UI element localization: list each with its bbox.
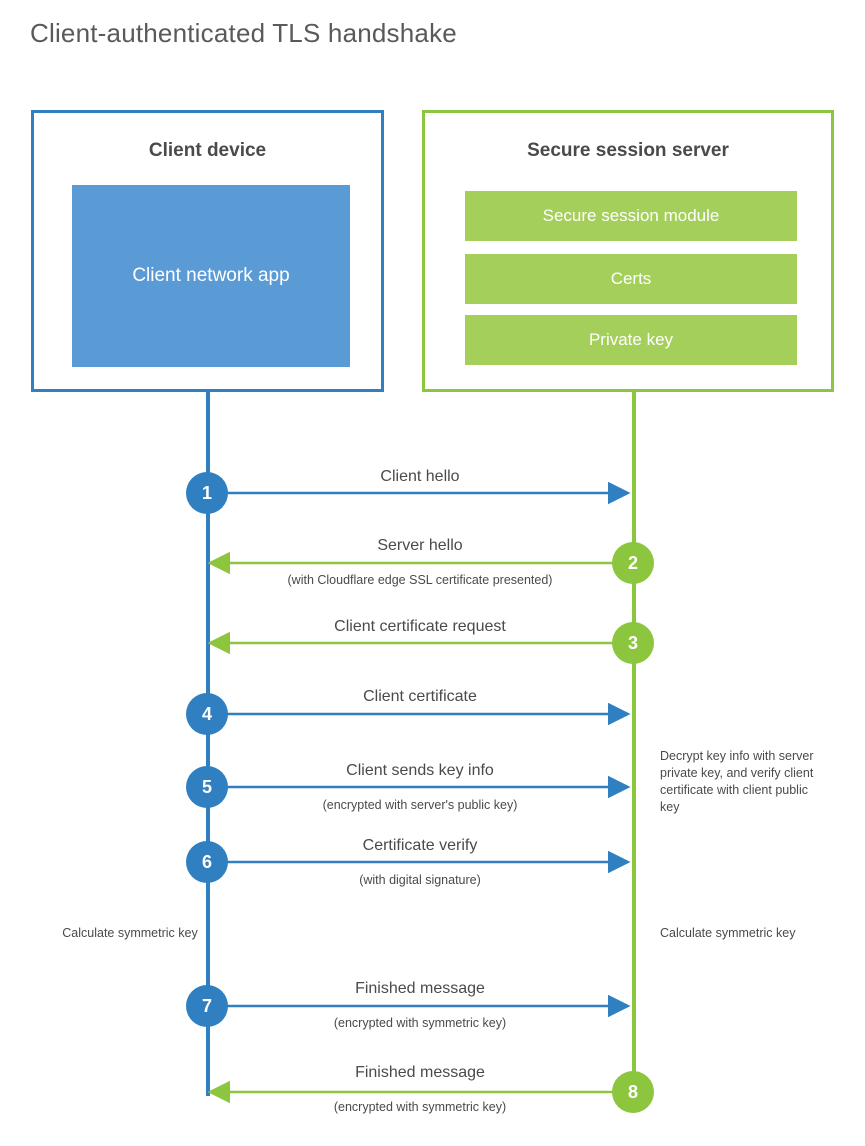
step-sub-5: (encrypted with server's public key)	[322, 798, 518, 812]
secure-session-server-title: Secure session server	[527, 140, 729, 161]
step-sub-6: (with digital signature)	[359, 873, 481, 887]
page-title: Client-authenticated TLS handshake	[30, 18, 457, 48]
step-sub-2: (with Cloudflare edge SSL certificate presented)	[287, 573, 553, 587]
step-badge-7: 7	[186, 985, 228, 1027]
step-badge-8: 8	[612, 1071, 654, 1113]
note-server-calculate: Calculate symmetric key	[660, 926, 796, 940]
client-device-panel	[31, 110, 384, 392]
step-badge-2: 2	[612, 542, 654, 584]
step-badge-3: 3	[612, 622, 654, 664]
step-label-7: Finished message	[355, 980, 485, 997]
client-device-title: Client device	[148, 140, 267, 161]
step-sub-7: (encrypted with symmetric key)	[333, 1016, 507, 1030]
step-label-2: Server hello	[377, 537, 463, 554]
step-label-8: Finished message	[355, 1064, 485, 1081]
note-server-decrypt: Decrypt key info with server private key, and verify client certificate with client public key	[660, 749, 814, 814]
server-component-box: Certs	[465, 254, 797, 304]
step-badge-6: 6	[186, 841, 228, 883]
client-network-app-box: Client network app	[72, 185, 350, 367]
server-lifeline	[632, 392, 636, 1096]
step-label-3: Client certificate request	[334, 618, 506, 635]
step-badge-1: 1	[186, 472, 228, 514]
step-label-6: Certificate verify	[362, 837, 478, 854]
step-badge-5: 5	[186, 766, 228, 808]
step-label-1: Client hello	[380, 468, 460, 485]
server-component-box: Secure session module	[465, 191, 797, 241]
step-sub-8: (encrypted with symmetric key)	[333, 1100, 507, 1114]
step-label-5: Client sends key info	[346, 762, 494, 779]
server-component-box: Private key	[465, 315, 797, 365]
note-client-calculate: Calculate symmetric key	[62, 926, 198, 940]
step-badge-4: 4	[186, 693, 228, 735]
step-label-4: Client certificate	[363, 688, 477, 705]
secure-session-server-panel	[422, 110, 834, 392]
